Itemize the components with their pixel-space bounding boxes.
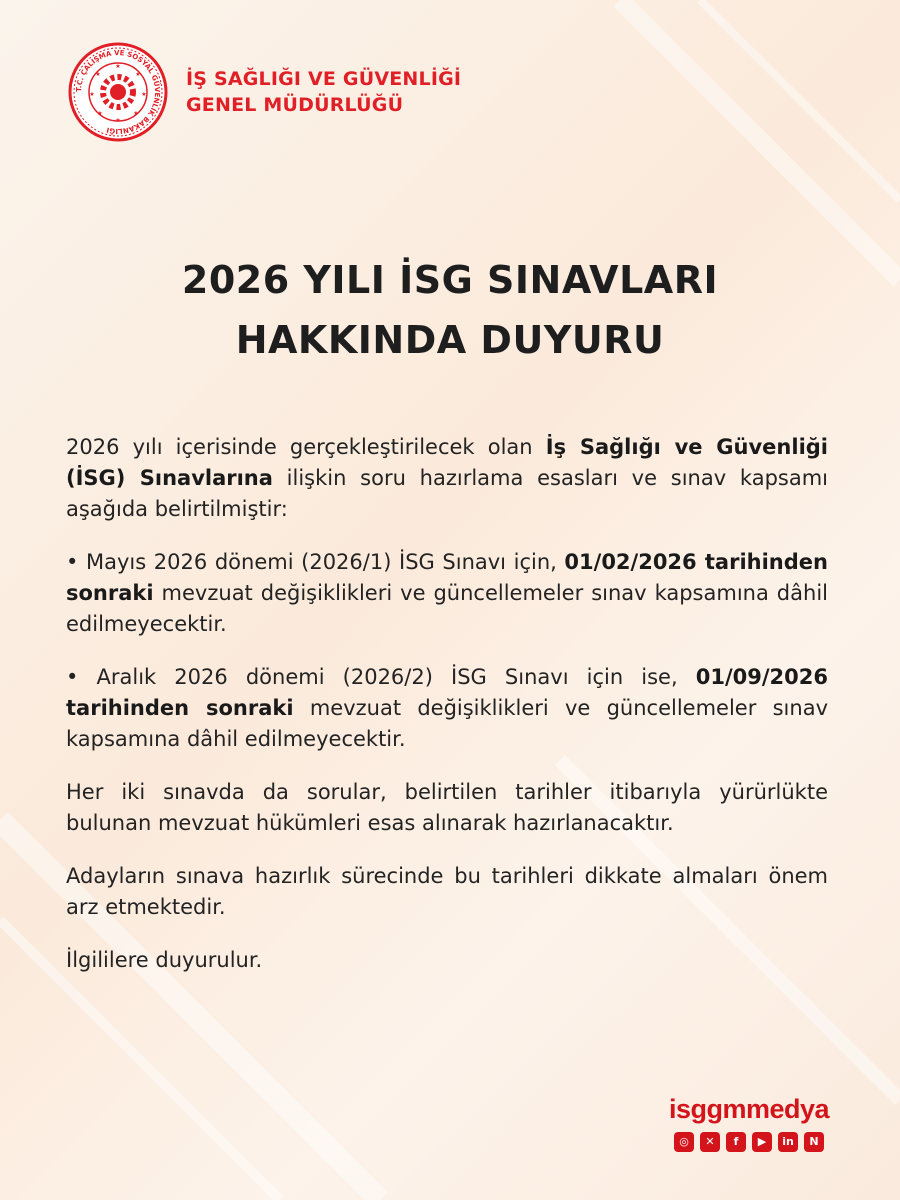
social-links [664,1132,834,1152]
organization-name [186,66,461,118]
bullet1-date: 01/02/2026 tarihinden sonraki [66,550,828,605]
svg-text:★: ★ [95,71,101,78]
svg-text:★: ★ [115,63,121,70]
x-icon[interactable]: ✕ [700,1132,720,1152]
svg-text:★: ★ [97,110,103,117]
candidates-paragraph: Adayların sınava hazırlık sürecinde bu tarihleri dikkate almaları önem arz etmektedir. [66,864,828,919]
linkedin-icon[interactable]: in [778,1132,798,1152]
organization-name-line1: İŞ SAĞLIĞI VE GÜVENLİĞİ [186,68,462,90]
bullet2-text: • Aralık 2026 dönemi (2026/2) İSG Sınavı için ise, [66,665,696,689]
ministry-seal-logo [68,42,168,142]
instagram-icon[interactable]: ◎ [674,1132,694,1152]
svg-text:★: ★ [133,110,139,117]
closing-paragraph: İlgililere duyurulur. [66,948,263,972]
intro-emphasis: İş Sağlığı ve Güvenliği (İSG) Sınavlarına [66,435,828,490]
title-line1: 2026 YILI İSG SINAVLARI [181,258,719,302]
bullet2-date: 01/09/2026 tarihinden sonraki [66,665,828,720]
facebook-icon[interactable]: f [726,1132,746,1152]
svg-text:★: ★ [135,71,141,78]
bullet-december-exam [66,662,828,755]
intro-text-end: ilişkin soru hazırlama esasları ve sınav kapsamı aşağıda belirtilmiştir: [66,466,828,521]
brand-wordmark: isggmmedya [668,1094,830,1124]
bullet2-text-end: mevzuat değişiklikleri ve güncellemeler sınav kapsamına dâhil edilmeyecektir. [66,696,828,751]
legislation-paragraph: Her iki sınavda da sorular, belirtilen tarihler itibarıyla yürürlükte bulunan mevzuat hükümleri esas alınarak hazırlanacaktır. [66,780,828,835]
organization-name-line2: GENEL MÜDÜRLÜĞÜ [186,94,404,116]
bullet1-text-end: mevzuat değişiklikleri ve güncellemeler sınav kapsamına dâhil edilmeyecektir. [66,581,828,636]
seal-text: T.C. ÇALIŞMA VE SOSYAL GÜVENLİK BAKANLIĞI [74,48,162,136]
announcement-title [0,250,900,370]
svg-text:★: ★ [89,91,95,98]
announcement-body [66,432,828,998]
nsosyal-icon[interactable]: N [804,1132,824,1152]
bullet1-text: • Mayıs 2026 dönemi (2026/1) İSG Sınavı için, [66,550,565,574]
intro-text: 2026 yılı içerisinde gerçekleştirilecek olan [66,435,546,459]
intro-paragraph [66,432,828,525]
title-line2: HAKKINDA DUYURU [235,318,665,362]
svg-text:★: ★ [141,91,147,98]
header [68,42,461,142]
footer [664,1094,834,1152]
bullet-may-exam [66,547,828,640]
svg-text:★: ★ [115,117,121,124]
youtube-icon[interactable]: ▶ [752,1132,772,1152]
